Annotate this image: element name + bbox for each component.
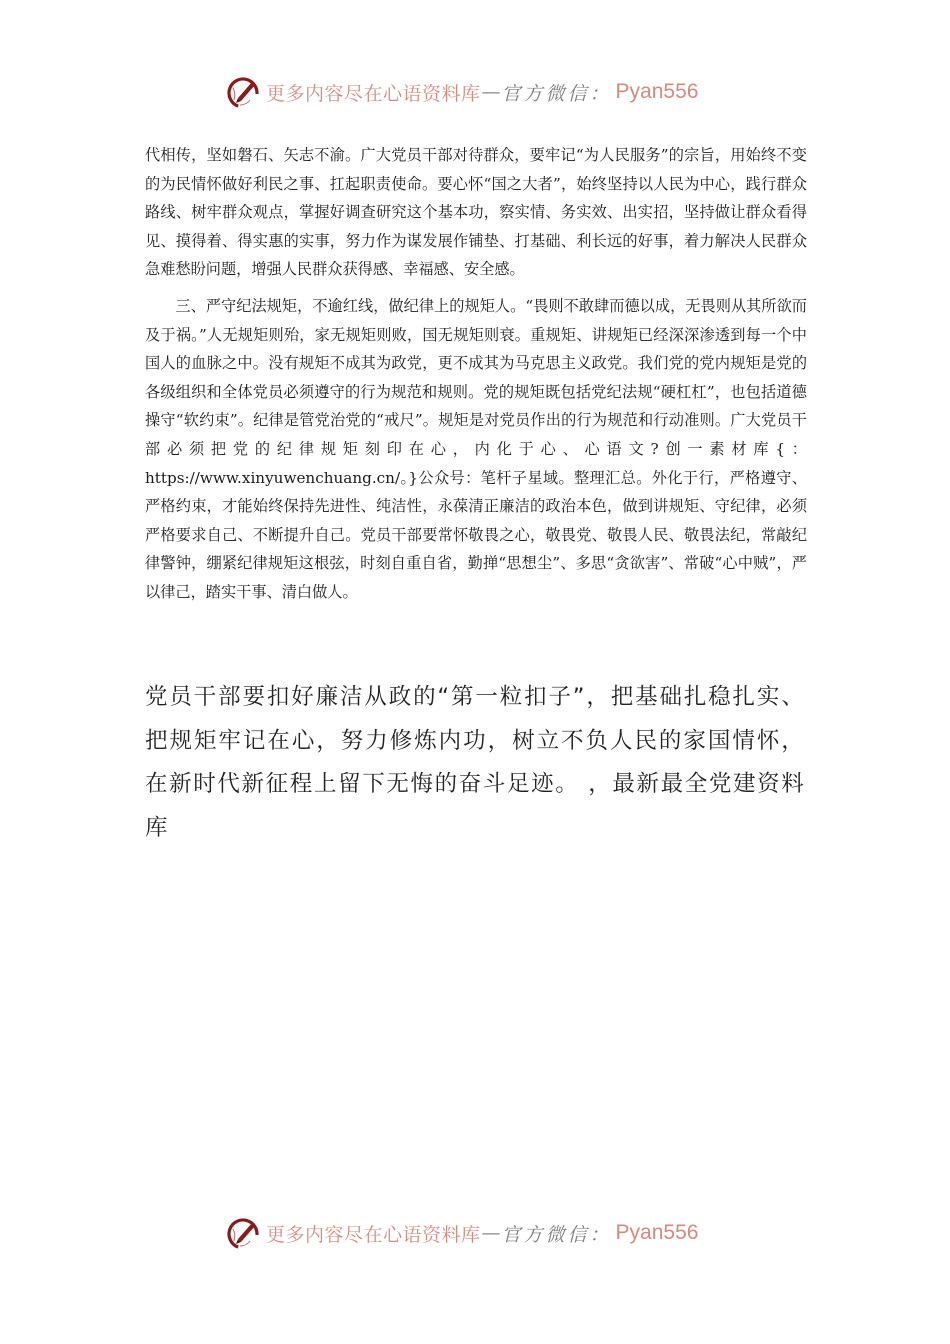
closing-paragraph: 党员干部要扣好廉洁从政的“第一粒扣子”，把基础扎稳扎实、把规矩牢记在心，努力修炼内功，树立不负人民的家国情怀，在新时代新征程上留下无悔的奋斗足迹。 ，最新最全党建资料库 [145, 684, 805, 841]
body-paragraph-1: 代相传，坚如磐石、矢志不渝。广大党员干部对待群众，要牢记“为人民服务”的宗旨，用始终不变的为民情怀做好利民之事、扛起职责使命。要心怀“国之大者”，始终坚持以人民为中心，践行群众路线、树牢群众观点，掌握好调查研究这个基本功，察实情、务实效、出实招，坚持做让群众看得见、摸得着、得实惠的实事，努力作为谋发展作铺垫、打基础、利长远的好事，着力解决人民群众急难愁盼问题，增强人民群众获得感、幸福感、安全感。 [145, 146, 807, 279]
header-banner [226, 70, 726, 114]
banner-wechat-id: Pyan556 [615, 80, 699, 103]
banner-dash: — [481, 81, 501, 103]
body-paragraph-2: 三、严守纪法规矩，不逾红线，做纪律上的规矩人。“畏则不敢肆而德以成，无畏则从其所欲而及于祸。”人无规矩则殆，家无规矩则败，国无规矩则衰。重规矩、讲规矩已经深深渗透到每一个中国人的血脉之中。没有规矩不成其为政党，更不成其为马克思主义政党。我们党的党内规矩是党的各级组织和全体党员必须遵守的行为规范和规则。党的规矩既包括党纪法规“硬杠杠”，也包括道德操守“软约束”。纪律是管党治党的“戒尺”。规矩是对党员作出的行为规范和行动准则。广大党员干部必须把党的纪律规矩刻印在心，内化于心、心语文?创一素材库{：https://www.xinyuwenchuang.cn/。}公众号：笔杆子星域。整理汇总。外化于行，严格遵守、严格约束，才能始终保持先进性、纯洁性，永葆清正廉洁的政治本色，做到讲规矩、守纪律，必须严格要求自己、不断提升自己。党员干部要常怀敬畏之心，敬畏党、敬畏人民、敬畏法纪，常敲纪律警钟，绷紧纪律规矩这根弦，时刻自重自省，勤掸“思想尘”、多思“贪欲害”、常破“心中贼”，严以律己，踏实干事、清白做人。 [145, 296, 807, 601]
footer-banner [226, 1211, 726, 1255]
document-body [145, 141, 807, 607]
banner-wechat-id: Pyan556 [615, 1221, 699, 1244]
banner-wechat-label: 官方微信： [501, 82, 612, 105]
banner-wechat-label: 官方微信： [501, 1223, 612, 1246]
quill-pen-logo-icon [226, 1215, 262, 1251]
banner-dash: — [481, 1222, 501, 1244]
quill-pen-logo-icon [226, 74, 262, 110]
banner-main-text: 更多内容尽在心语资料库 [266, 1223, 481, 1246]
banner-main-text: 更多内容尽在心语资料库 [266, 82, 481, 105]
